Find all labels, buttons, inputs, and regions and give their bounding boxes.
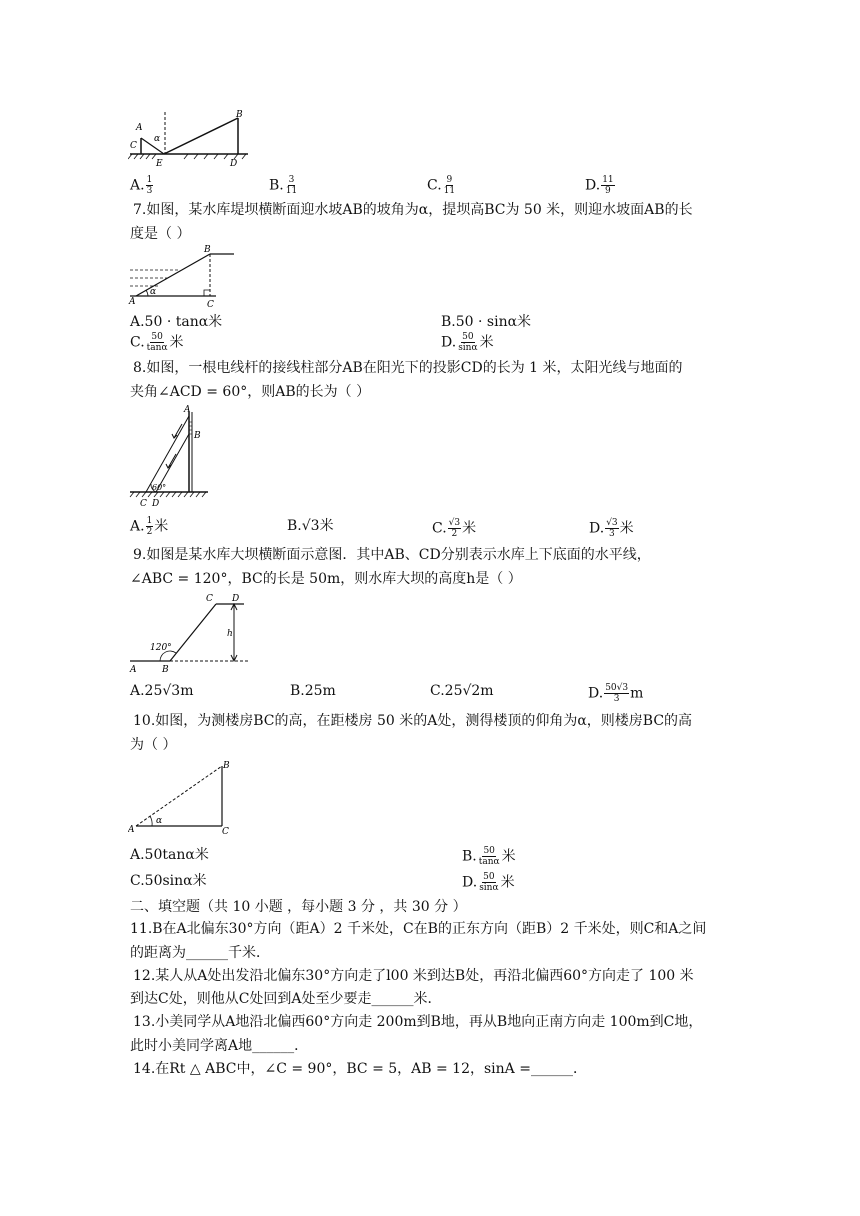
q8-fig-label-angle: 60°	[152, 483, 167, 492]
q8-option-a-den: 2	[146, 527, 153, 537]
q8-option-d-num: √3	[606, 518, 618, 528]
q9-fig-label-c: C	[206, 594, 213, 604]
q6-fig-label-c: C	[130, 141, 137, 151]
q7-stem-line2: 度是（ ）	[130, 226, 191, 242]
q9-option-d-num: 50√3	[605, 683, 629, 693]
q9-fig-label-a: A	[130, 665, 137, 674]
q7-fig-label-b: B	[204, 245, 211, 255]
q6-option-a-frac	[146, 175, 154, 196]
q10-fig-label-a: A	[128, 825, 135, 835]
q8-option-d-den: 3	[609, 529, 615, 539]
q7-fig-label-alpha: α	[150, 287, 157, 297]
q7-option-a[interactable]: A.50 · tanα米	[130, 314, 223, 330]
q9-option-a[interactable]: A.25√3m	[130, 683, 194, 699]
q10-stem-line2: 为（ ）	[130, 737, 177, 753]
q8-fig-label-d: D	[152, 499, 160, 509]
q6-option-d-prefix: D.	[585, 177, 601, 194]
q8-option-c-frac	[448, 518, 461, 539]
q6-fig-label-b: B	[236, 110, 243, 120]
q10-option-b-suffix: 米	[501, 848, 516, 865]
q7-option-d[interactable]	[441, 332, 494, 353]
q10-option-b[interactable]	[462, 846, 516, 867]
q8-option-a-prefix: A.	[130, 518, 145, 535]
q8-option-c[interactable]	[432, 518, 476, 539]
q8-fig-label-b: B	[194, 431, 201, 441]
q10-option-d-frac	[478, 872, 499, 893]
q9-fig-label-angle: 120°	[150, 643, 172, 653]
q6-option-d[interactable]	[585, 175, 616, 196]
q6-option-c[interactable]	[427, 175, 457, 196]
q6-fig-label-alpha: α	[154, 134, 161, 144]
q6-fig-label-e: E	[156, 159, 163, 169]
q6-option-b-prefix: B.	[269, 177, 284, 194]
q7-option-b[interactable]: B.50 · sinα米	[441, 314, 532, 330]
q6-option-a[interactable]	[130, 175, 154, 196]
q10-fig-label-alpha: α	[156, 816, 163, 826]
q12-stem-line1: 12.某人从A处出发沿北偏东30°方向走了l00 米到达B处，再沿北偏西60°方向走了 100 米	[133, 968, 694, 984]
q9-option-d-den: 3	[613, 694, 620, 704]
q11-stem-line1: 11.B在A北偏东30°方向（距A）2 千米处，C在B的正东方向（距B）2 千米处，则C和A之间	[130, 921, 707, 937]
q9-fig-label-h: h	[227, 629, 233, 639]
q7-option-d-frac	[457, 332, 478, 353]
q8-option-d-frac	[605, 518, 618, 539]
q9-stem-line1: 9.如图是某水库大坝横断面示意图．其中AB、CD分别表示水库上下底面的水平线，	[133, 547, 651, 563]
q9-option-d-frac	[604, 683, 629, 704]
q8-option-c-prefix: C.	[432, 520, 447, 537]
q6-option-b[interactable]	[269, 175, 299, 196]
q10-option-d-prefix: D.	[462, 874, 478, 891]
q10-fig-label-b: B	[223, 761, 230, 771]
q6-option-c-num: 9	[446, 175, 453, 185]
q8-option-d[interactable]	[589, 518, 634, 539]
q6-option-d-num: 11	[602, 175, 614, 185]
q10-option-d-num: 50	[483, 872, 495, 882]
q6-option-d-den: 9	[605, 186, 611, 196]
q6-option-a-num: 1	[146, 175, 153, 185]
q6-option-c-den: 11	[443, 186, 456, 196]
q8-option-a-num: 1	[146, 516, 153, 526]
q8-option-a-frac	[146, 516, 154, 537]
q8-figure	[128, 404, 210, 510]
q9-option-d-prefix: D.	[588, 685, 604, 702]
q8-stem-line2: 夹角∠ACD = 60°，则AB的长为（ ）	[130, 384, 371, 400]
q9-option-d-suffix: m	[630, 685, 644, 702]
q10-option-d-den: sinα	[479, 883, 499, 893]
q10-fig-label-c: C	[222, 827, 229, 837]
q8-option-d-suffix: 米	[619, 520, 634, 537]
q7-option-c-num: 50	[151, 332, 163, 342]
q6-option-c-frac	[443, 175, 456, 196]
q8-option-c-num: √3	[448, 518, 461, 528]
q7-option-d-num: 50	[462, 332, 474, 342]
q7-fig-label-c: C	[207, 300, 214, 310]
q8-option-d-prefix: D.	[589, 520, 605, 537]
q7-option-c-prefix: C.	[130, 334, 145, 351]
section-heading-fill-in: 二、填空题（共 10 小题 ，每小题 3 分 ，共 30 分 ）	[130, 899, 467, 915]
q6-option-b-frac	[285, 175, 298, 196]
q6-fig-label-d: D	[230, 159, 238, 169]
q7-figure	[128, 244, 240, 310]
q6-fig-label-a: A	[136, 123, 143, 133]
q9-option-c[interactable]: C.25√2m	[430, 683, 494, 699]
q9-fig-label-d: D	[232, 594, 240, 604]
q7-option-d-den: sinα	[458, 343, 478, 353]
q6-option-b-den: 11	[285, 186, 298, 196]
q6-option-c-prefix: C.	[427, 177, 442, 194]
q11-stem-line2: 的距离为______千米．	[130, 945, 270, 961]
q10-option-b-den: tanα	[478, 857, 500, 867]
q6-option-a-prefix: A.	[130, 177, 145, 194]
q10-option-b-frac	[478, 846, 501, 867]
q10-option-d[interactable]	[462, 872, 515, 893]
q7-option-c-suffix: 米	[169, 334, 184, 351]
q6-figure	[128, 108, 252, 170]
q14-stem-line1: 14.在Rt △ ABC中，∠C = 90°，BC = 5，AB = 12，sinA =______．	[133, 1061, 587, 1077]
q9-stem-line2: ∠ABC = 120°，BC的长是 50m，则水库大坝的高度h是（ ）	[130, 571, 522, 587]
q9-fig-label-b: B	[162, 665, 169, 674]
q8-option-c-suffix: 米	[462, 520, 477, 537]
q7-option-c[interactable]	[130, 332, 184, 353]
q8-option-a-suffix: 米	[154, 518, 169, 535]
q6-option-b-num: 3	[288, 175, 295, 185]
q12-stem-line2: 到达C处，则他从C处回到A处至少要走______米．	[130, 991, 442, 1007]
q7-stem-line1: 7.如图，某水库堤坝横断面迎水坡AB的坡角为α，提坝高BC为 50 米，则迎水坡面AB的长	[133, 202, 693, 218]
q7-option-d-suffix: 米	[479, 334, 494, 351]
q8-option-a[interactable]	[130, 516, 168, 537]
q8-fig-label-a: A	[184, 405, 191, 415]
q8-stem-line1: 8.如图，一根电线杆的接线柱部分AB在阳光下的投影CD的长为 1 米，太阳光线与地面的	[133, 360, 683, 376]
q7-option-d-prefix: D.	[441, 334, 457, 351]
q9-option-b[interactable]: B.25m	[290, 683, 336, 699]
q10-option-d-suffix: 米	[500, 874, 515, 891]
q10-figure	[128, 756, 240, 838]
q6-option-d-frac	[601, 175, 614, 196]
q10-option-c[interactable]: C.50sinα米	[130, 873, 207, 889]
q6-option-a-den: 3	[146, 186, 153, 196]
q7-fig-label-a: A	[129, 297, 136, 307]
q10-option-b-num: 50	[483, 846, 495, 856]
q8-option-b[interactable]: B.√3米	[287, 518, 334, 534]
q9-figure	[128, 590, 250, 674]
q13-stem-line1: 13.小美同学从A地沿北偏西60°方向走 200m到B地，再从B地向正南方向走 100m到C地，	[133, 1014, 703, 1030]
q7-option-c-frac	[146, 332, 169, 353]
q7-option-c-den: tanα	[146, 343, 168, 353]
q13-stem-line2: 此时小美同学离A地______．	[130, 1038, 309, 1054]
q9-option-d[interactable]	[588, 683, 643, 704]
q10-stem-line1: 10.如图，为测楼房BC的高，在距楼房 50 米的A处，测得楼顶的仰角为α，则楼房BC的高	[133, 713, 693, 729]
q10-option-a[interactable]: A.50tanα米	[130, 847, 209, 863]
q10-option-b-prefix: B.	[462, 848, 477, 865]
q8-option-c-den: 2	[451, 529, 458, 539]
q8-fig-label-c: C	[140, 499, 147, 509]
